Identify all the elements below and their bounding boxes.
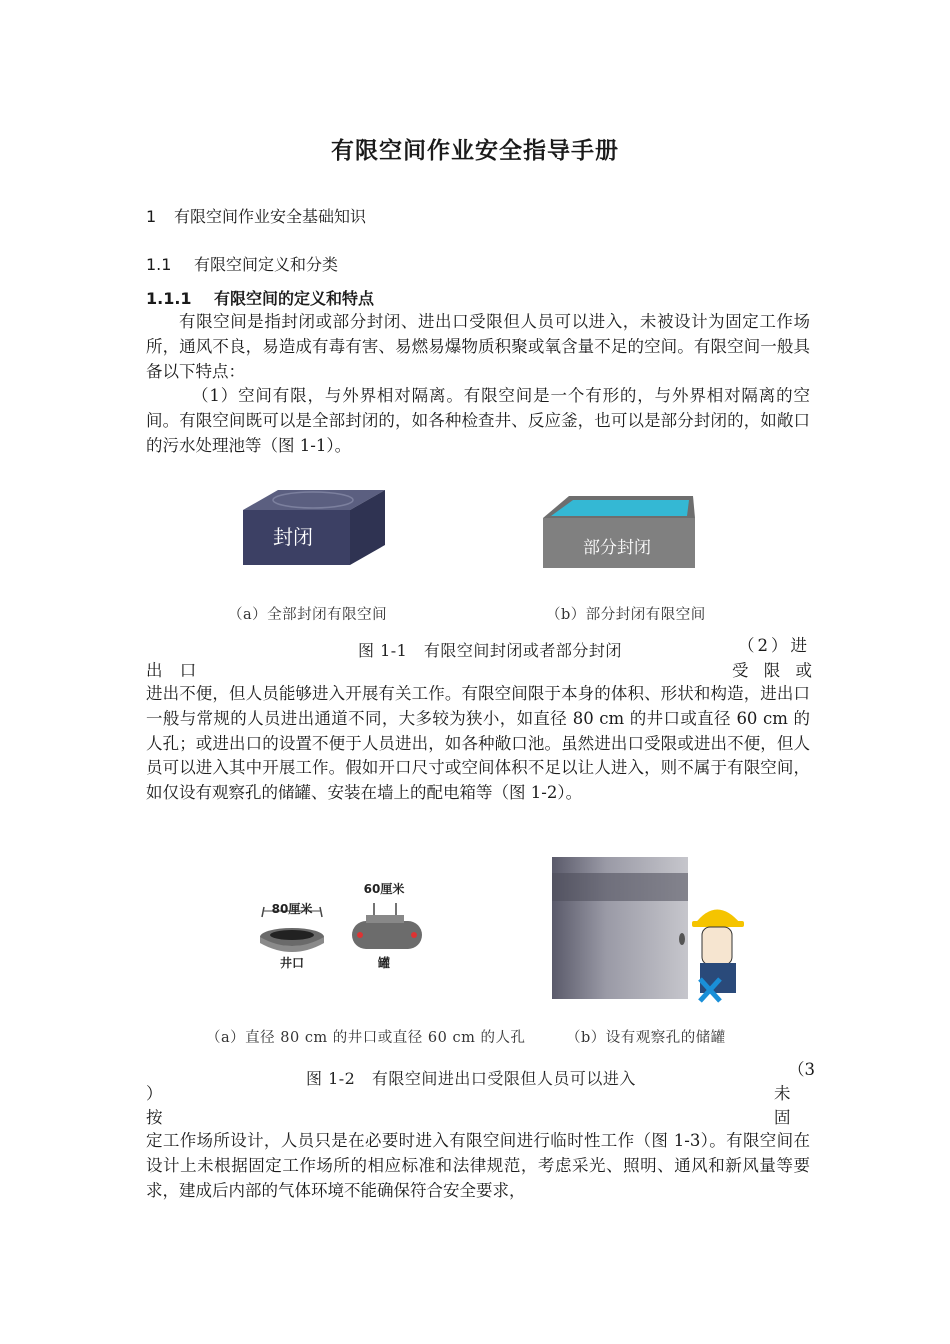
section-heading-1-1 — [146, 252, 338, 275]
section-title: 有限空间作业安全基础知识 — [174, 207, 367, 226]
section-number: 1 — [146, 207, 157, 226]
fig1-caption: 图 1-1 有限空间封闭或者部分封闭 — [358, 641, 622, 660]
fig1-subcaption-b: （b）部分封闭有限空间 — [546, 607, 706, 623]
section-number: 1.1 — [146, 255, 172, 274]
para3-fragment: 出 口 — [146, 661, 203, 680]
fig2-subcaption-b: （b）设有观察孔的储罐 — [566, 1030, 726, 1046]
document-title: 有限空间作业安全指导手册 — [331, 137, 619, 164]
paragraph-feature-3: 定工作场所设计，人员只是在必要时进入有限空间进行临时性工作（图 1-3）。有限空间在设计上未根据固定工作场所的相应标准和法律规范，考虑采光、照明、通风和新风量等要求，建成后内部的气体环境不能确保符合安全要求， — [146, 1131, 810, 1200]
para3-fragment: （2）进 — [738, 636, 810, 655]
tank-illustration — [352, 903, 422, 949]
fig2-caption: 图 1-2 有限空间进出口受限但人员可以进入 — [306, 1069, 636, 1088]
storage-tank-illustration — [552, 857, 688, 999]
section-title: 有限空间的定义和特点 — [214, 289, 375, 308]
fig2-subcaption-a: （a）直径 80 cm 的井口或直径 60 cm 的人孔 — [206, 1030, 526, 1046]
figure-1-2 — [250, 855, 750, 1045]
para4-fragment: ） — [146, 1084, 163, 1103]
para4-fragment: 按 — [146, 1108, 163, 1127]
tank-size-label: 60厘米 — [363, 882, 405, 896]
para3-fragment: 受 限 或 — [732, 661, 817, 680]
tank-label: 罐 — [377, 956, 391, 970]
closed-box-illustration — [243, 490, 385, 565]
paragraph-feature-2: 进出不便，但人员能够进入开展有关工作。有限空间限于本身的体积、形状和构造，进出口一般与常规的人员进出通道不同，大多较为狭小，如直径 80 cm 的井口或直径 60 cm 的人孔；或进出口的设置不便于人员进出，如各种敞口池。虽然进出口受限或进出不便，但人员可以进入其中开展工作。假如开口尺寸或空间体积不足以让人进入，则不属于有限空间，如仅设有观察孔的储罐、安装在墙上的配电箱等（图 1-2）。 — [146, 684, 811, 803]
para4-fragment: 未 — [774, 1084, 791, 1103]
well-label: 井口 — [279, 956, 305, 970]
para4-fragment: （3 — [788, 1060, 815, 1079]
paragraph-feature-1: （1）空间有限，与外界相对隔离。有限空间是一个有形的，与外界相对隔离的空间。有限空间既可以是全部封闭的，如各种检查井、反应釜，也可以是部分封闭的，如敞口的污水处理池等（图 1-1）。 — [146, 386, 810, 455]
open-box-label: 部分封闭 — [583, 538, 651, 558]
section-heading-1 — [146, 204, 366, 227]
section-number: 1.1.1 — [146, 289, 192, 308]
fig1-subcaption-a: （a）全部封闭有限空间 — [228, 607, 388, 623]
paragraph-definition: 有限空间是指封闭或部分封闭、进出口受限但人员可以进入，未被设计为固定工作场所，通风不良，易造成有毒有害、易燃易爆物质积聚或氧含量不足的空间。有限空间一般具备以下特点： — [146, 312, 810, 381]
closed-box-label: 封闭 — [273, 525, 313, 549]
section-heading-1-1-1 — [146, 286, 374, 309]
para4-fragment: 固 — [774, 1108, 791, 1127]
well-size-label: 80厘米 — [271, 902, 313, 916]
section-title: 有限空间定义和分类 — [194, 255, 339, 274]
